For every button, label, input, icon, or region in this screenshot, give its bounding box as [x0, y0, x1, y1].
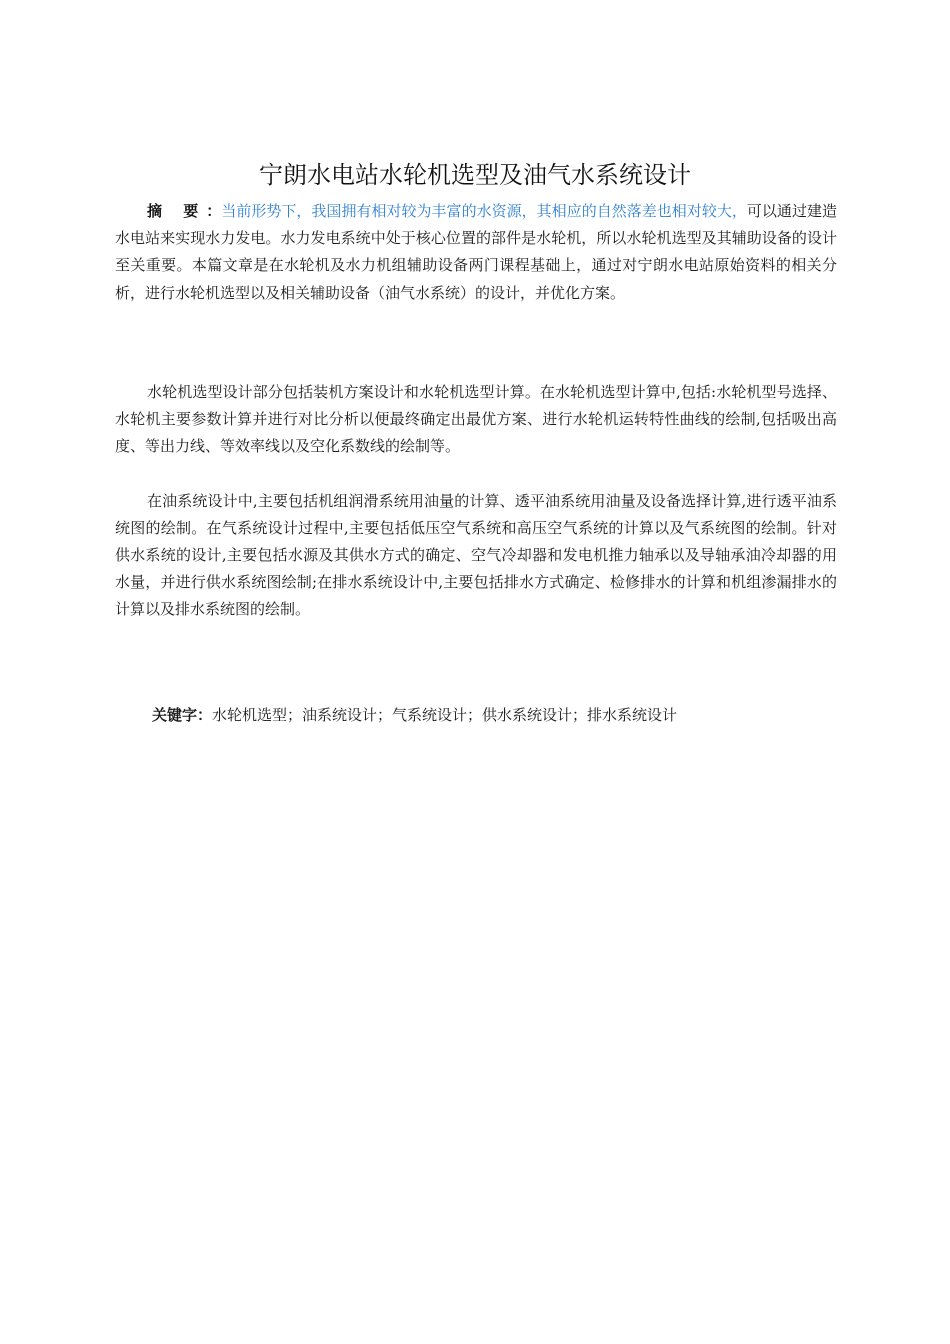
abstract-rest-text: 可以通过建造水电站来实现水力发电。水力发电系统中处于核心位置的部件是水轮机，所以水轮机选型及其辅助设备的设计至关重要。本篇文章是在水轮机及水力机组辅助设备两门课程基础上，通过对宁朗水电站原始资料的相关分析，进行水轮机选型以及相关辅助设备（油气水系统）的设计，并优化方案。 [115, 202, 837, 302]
paragraph-oil-gas-water-systems: 在油系统设计中,主要包括机组润滑系统用油量的计算、透平油系统用油量及设备选择计算,进行透平油系统图的绘制。在气系统设计过程中,主要包括低压空气系统和高压空气系统的计算以及气系统图的绘制。针对供水系统的设计,主要包括水源及其供水方式的确定、空气冷却器和发电机推力轴承以及导轴承油冷却器的用水量，并进行供水系统图绘制;在排水系统设计中,主要包括排水方式确定、检修排水的计算和机组渗漏排水的计算以及排水系统图的绘制。 [115, 491, 837, 619]
keywords-label: 关键字： [152, 706, 213, 724]
paragraph-turbine-selection: 水轮机选型设计部分包括装机方案设计和水轮机选型计算。在水轮机选型计算中,包括:水轮机型号选择、水轮机主要参数计算并进行对比分析以便最终确定出最优方案、进行水轮机运转特性曲线的绘制,包括吸出高度、等出力线、等效率线以及空化系数线的绘制等。 [115, 383, 837, 456]
keywords-text: 水轮机选型；油系统设计；气系统设计；供水系统设计；排水系统设计 [212, 706, 678, 724]
abstract-highlighted-text: 当前形势下，我国拥有相对较为丰富的水资源，其相应的自然落差也相对较大， [221, 202, 747, 220]
abstract-label: 摘 要 [147, 202, 207, 220]
document-title: 宁朗水电站水轮机选型及油气水系统设计 [259, 161, 691, 189]
keywords-line [152, 702, 677, 729]
abstract-paragraph [115, 198, 837, 307]
abstract-label-colon: ： [206, 202, 222, 220]
